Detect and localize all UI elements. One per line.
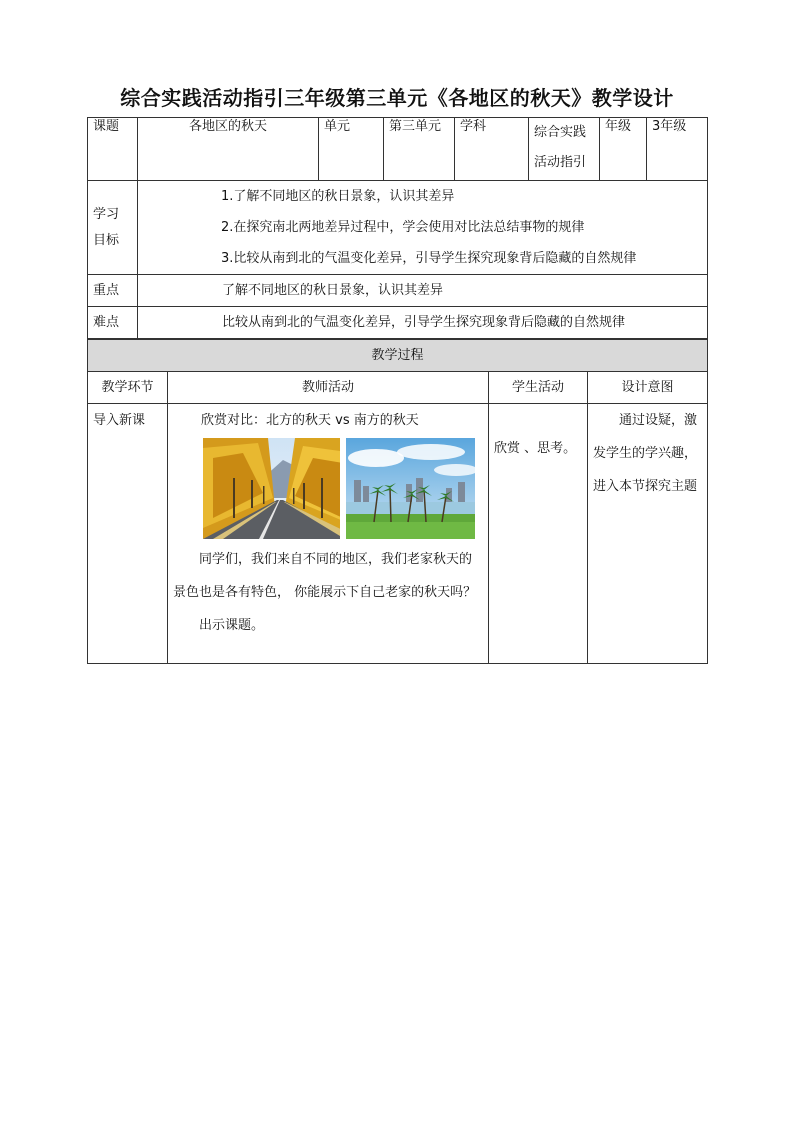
stage-cell: 导入新课 — [88, 404, 168, 664]
column-header: 教师活动 — [168, 372, 489, 404]
teacher-paragraph: 出示课题。 — [199, 618, 265, 633]
keypoint-value: 了解不同地区的秋日景象，认识其差异 — [138, 275, 708, 307]
goals-label-line-2: 目标 — [93, 232, 120, 248]
difficulty-label: 难点 — [88, 307, 138, 339]
subject-value-line-1: 综合实践 — [534, 125, 587, 140]
subject-value-line-2: 活动指引 — [534, 155, 587, 170]
keypoint-label: 重点 — [88, 275, 138, 307]
teacher-activity-cell — [168, 404, 489, 664]
unit-value: 第三单元 — [384, 118, 455, 181]
subject-value — [529, 118, 600, 181]
topic-label: 课题 — [88, 118, 138, 181]
compare-caption: 欣赏对比：北方的秋天 vs 南方的秋天 — [201, 413, 419, 428]
goal-item: 3.比较从南到北的气温变化差异，引导学生探究现象背后隐藏的自然规律 — [221, 251, 637, 266]
topic-value: 各地区的秋天 — [138, 118, 319, 181]
column-header: 教学环节 — [88, 372, 168, 404]
process-header: 教学过程 — [88, 340, 708, 372]
north-autumn-photo — [203, 438, 340, 539]
lesson-info-table — [87, 117, 708, 339]
design-intent-cell: 通过设疑，激发学生的学兴趣，进入本节探究主题 — [588, 404, 708, 664]
teaching-process-table — [87, 339, 708, 664]
goals-list — [138, 181, 708, 275]
goal-item: 1.了解不同地区的秋日景象，认识其差异 — [221, 189, 455, 204]
goal-item: 2.在探究南北两地差异过程中，学会使用对比法总结事物的规律 — [221, 220, 585, 235]
column-header: 学生活动 — [489, 372, 588, 404]
unit-label: 单元 — [319, 118, 384, 181]
south-autumn-photo — [346, 438, 483, 539]
student-activity-cell: 欣赏 、思考。 — [489, 404, 588, 664]
difficulty-value: 比较从南到北的气温变化差异，引导学生探究现象背后隐藏的自然规律 — [138, 307, 708, 339]
teacher-paragraph: 同学们，我们来自不同的地区，我们老家秋天的景色也是各有特色， 你能展示下自己老家的秋天吗？ — [173, 552, 477, 600]
subject-label: 学科 — [455, 118, 529, 181]
goals-label-line-1: 学习 — [93, 206, 120, 222]
page-title: 综合实践活动指引三年级第三单元《各地区的秋天》教学设计 — [120, 86, 674, 110]
grade-value: 3年级 — [647, 118, 708, 181]
comparison-photos — [203, 438, 483, 539]
goals-label — [88, 181, 138, 275]
column-header: 设计意图 — [588, 372, 708, 404]
grade-label: 年级 — [600, 118, 647, 181]
